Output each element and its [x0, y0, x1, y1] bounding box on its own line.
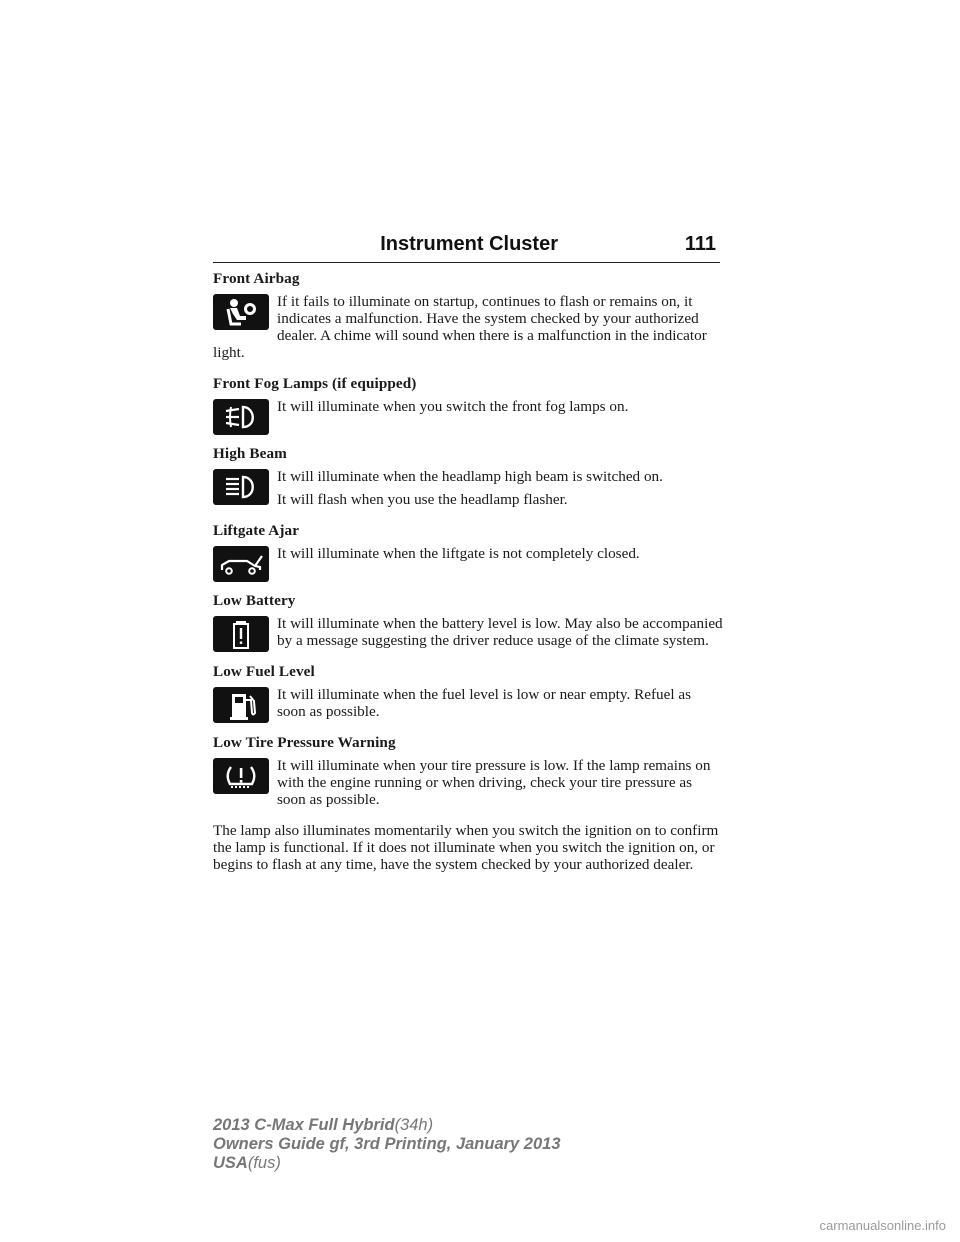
footer-market-code: (fus): [247, 1154, 281, 1172]
page-number: 111: [684, 233, 716, 255]
entry-title-low-battery: Low Battery: [213, 592, 296, 609]
entry-text: It will illuminate when the liftgate is not completely closed.: [277, 545, 640, 562]
entry-front-fog-lamps: [213, 398, 723, 437]
entry-high-beam: [213, 468, 723, 514]
entry-text: It will illuminate when your tire pressure is low. If the lamp remains on with the engine running or when driving, check your tire pressure as soon as possible.: [277, 757, 711, 808]
entry-text: It will illuminate when you switch the front fog lamps on.: [277, 398, 629, 415]
footer-line-2: [213, 1135, 561, 1154]
footer-model-code: (34h): [394, 1116, 434, 1134]
low-battery-icon: [213, 616, 269, 652]
entry-text: It will flash when you use the headlamp flasher.: [277, 491, 568, 508]
entry-liftgate-ajar: [213, 545, 723, 584]
entry-low-tire-pressure: [213, 757, 723, 814]
closing-paragraph: The lamp also illuminates momentarily when you switch the ignition on to confirm the lamp is functional. If it does not illuminate when you switch the ignition on, or begins to flash at any time, have the system checked by your authorized dealer.: [213, 822, 719, 873]
entry-text: It will illuminate when the fuel level is low or near empty. Refuel as soon as possible.: [277, 686, 692, 720]
footer-model: 2013 C-Max Full Hybrid: [213, 1116, 395, 1134]
page-footer: [213, 1116, 561, 1173]
entry-text: It will illuminate when the headlamp high beam is switched on.: [277, 468, 663, 485]
entry-title-front-fog-lamps: Front Fog Lamps (if equipped): [213, 375, 417, 392]
section-title: Instrument Cluster: [380, 233, 558, 255]
entry-title-low-tire-pressure: Low Tire Pressure Warning: [213, 734, 396, 751]
watermark: carmanualsonline.info: [819, 1218, 946, 1233]
high-beam-icon: [213, 469, 269, 505]
entry-low-fuel-level: [213, 686, 723, 726]
footer-line-1: [213, 1116, 561, 1135]
entry-text: If it fails to illuminate on startup, continues to flash or remains on, it indicates a malfunction. Have the system checked by your authorized dealer. A chime will sound when there is a malfunction in the indicator light.: [213, 293, 707, 361]
fog-lamp-icon: [213, 399, 269, 435]
entry-low-battery: [213, 615, 723, 655]
page-header: [213, 228, 720, 263]
entry-title-low-fuel-level: Low Fuel Level: [213, 663, 315, 680]
footer-guide-info: Owners Guide gf, 3rd Printing, January 2013: [213, 1135, 561, 1153]
entry-title-high-beam: High Beam: [213, 445, 287, 462]
liftgate-ajar-icon: [213, 546, 269, 582]
footer-market: USA: [213, 1154, 248, 1172]
entry-title-front-airbag: Front Airbag: [213, 270, 300, 287]
entry-title-liftgate-ajar: Liftgate Ajar: [213, 522, 300, 539]
tire-pressure-icon: [213, 758, 269, 794]
footer-line-3: [213, 1154, 561, 1173]
fuel-pump-icon: [213, 687, 269, 723]
entry-front-airbag: [213, 293, 723, 367]
page-content: [213, 270, 723, 881]
entry-text: It will illuminate when the battery level is low. May also be accompanied by a message suggesting the driver reduce usage of the climate system.: [277, 615, 723, 649]
airbag-icon: [213, 294, 269, 330]
